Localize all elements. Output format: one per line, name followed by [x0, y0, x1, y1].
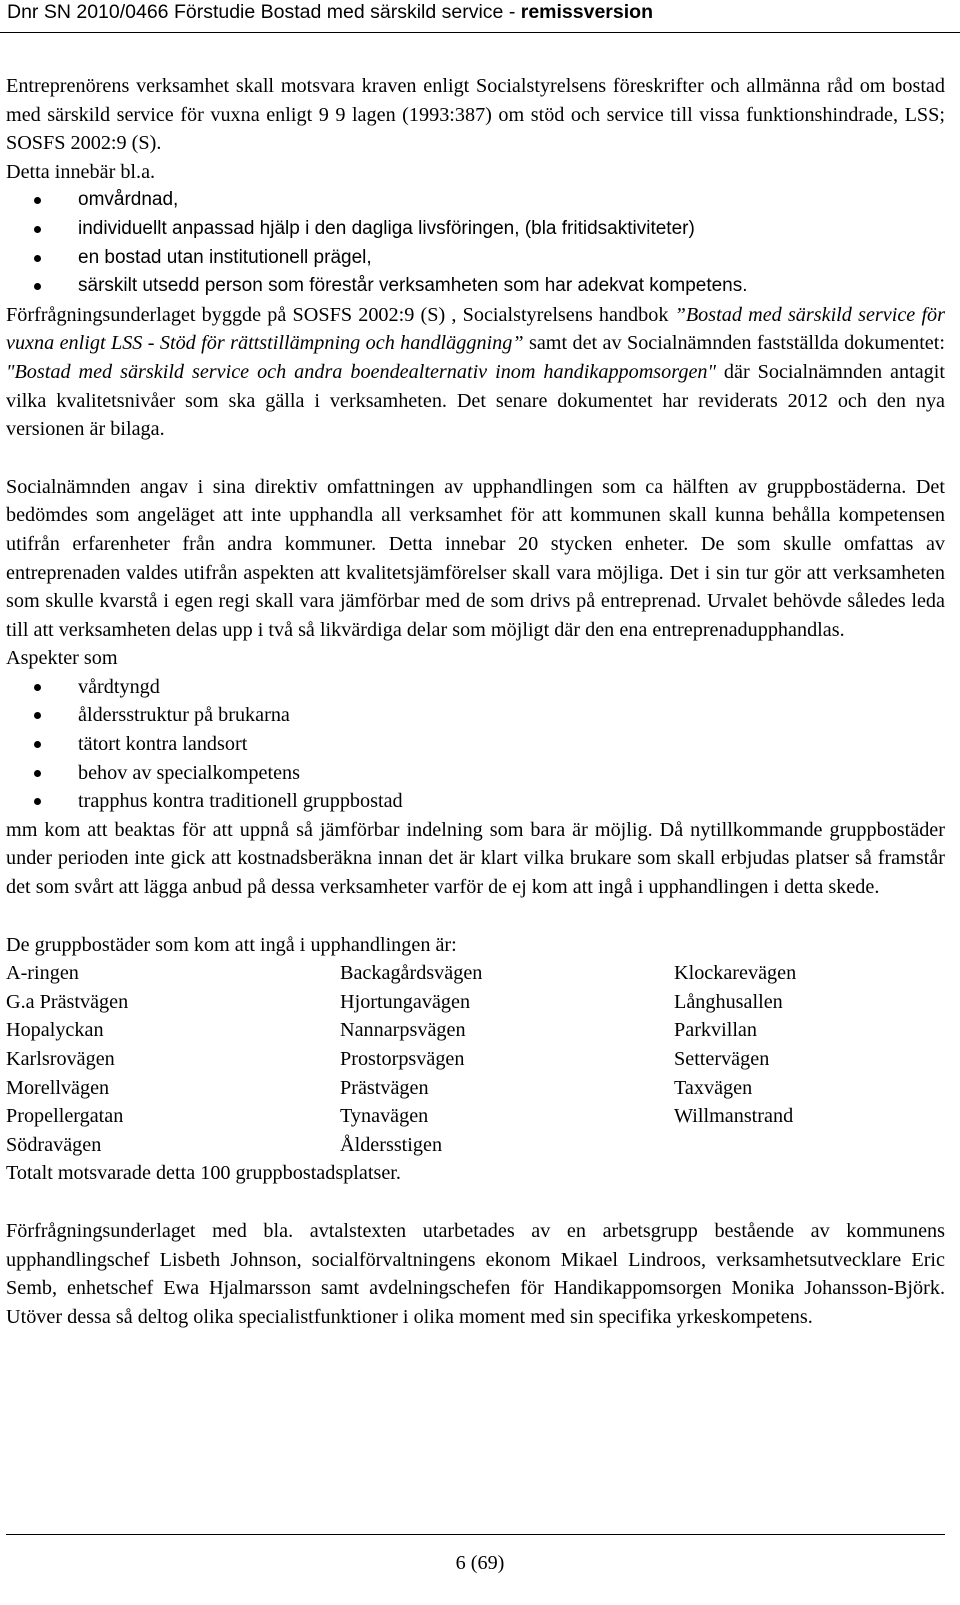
home-name: Morellvägen [6, 1076, 110, 1099]
home-name: Backagårdsvägen [340, 962, 483, 985]
aspects-list [6, 673, 945, 816]
home-name: Willmanstrand [674, 1105, 794, 1128]
bullet-icon [34, 798, 41, 805]
home-name: Settervägen [674, 1048, 770, 1070]
body-content [6, 72, 945, 1331]
list-item: vårdtyngd [6, 673, 945, 702]
home-name: Propellergatan [6, 1105, 124, 1128]
home-name: Taxvägen [674, 1076, 753, 1099]
header-title: Dnr SN 2010/0466 Förstudie Bostad med särskild service - [7, 1, 521, 23]
page-header [7, 0, 952, 24]
bullet-icon [34, 770, 41, 777]
header-title-bold: remissversion [520, 1, 653, 23]
homes-total: Totalt motsvarade detta 100 gruppbostadsplatser. [6, 1162, 401, 1185]
bullet-icon [34, 226, 41, 233]
home-name: Södravägen [6, 1133, 102, 1156]
footer-rule [6, 1534, 945, 1535]
page-number: 6 (69) [455, 1552, 505, 1574]
bullet-icon [34, 283, 41, 290]
home-name: Hopalyckan [6, 1019, 104, 1042]
home-name: Hjortungavägen [340, 990, 471, 1013]
home-name: Prästvägen [340, 1076, 429, 1099]
home-name: Prostorpsvägen [340, 1048, 465, 1070]
list-item: trapphus kontra traditionell gruppbostad [6, 787, 945, 816]
list-item: omvårdnad, [6, 186, 945, 215]
intro-paragraph: Entreprenörens verksamhet skall motsvara kraven enligt Socialstyrelsens föreskrifter och allmänna råd om bostad med särskild service för vuxna enligt 9 9 lagen (1993:387) om stöd och service till vissa funktionshindrade, LSS; SOSFS 2002:9 (S). [6, 75, 945, 155]
list-item: tätort kontra landsort [6, 730, 945, 759]
basis-paragraph: Förfrågningsunderlaget byggde på SOSFS 2002:9 (S) , Socialstyrelsens handbok ”Bostad med särskild service för vuxna enligt LSS - Stöd för rättstillämpning och handläggning” samt det av Socialnämnden fastställda dokumentet: "Bostad med särskild service och andra boendealternativ inom handikappomsorgen" där Socialnämnden antagit vilka kvalitetsnivåer som ska gälla i verksamheten. Det senare dokumentet har reviderats 2012 och den nya versionen är bilaga. [6, 303, 946, 441]
workgroup-paragraph: Förfrågningsunderlaget med bla. avtalstexten utarbetades av en arbetsgrupp bestående av kommunens upphandlingschef Lisbeth Johnson, socialförvaltningens ekonom Mikael Lindroos, verksamhetsutvecklare Eric Semb, enhetschef Ewa Hjalmarsson samt avdelningschefen för Handikappomsorgen Monika Johansson-Björk. Utöver dessa så deltog olika specialistfunktioner i olika moment med sin specifika yrkeskompetens. [6, 1219, 945, 1328]
list-item: individuellt anpassad hjälp i den dagliga livsföringen, (bla fritidsaktiviteter) [6, 215, 945, 244]
list-item: åldersstruktur på brukarna [6, 701, 945, 730]
list-item: behov av specialkompetens [6, 759, 945, 788]
paragraph-gap [6, 902, 945, 931]
bullet-icon [34, 255, 41, 262]
home-name: Parkvillan [674, 1019, 757, 1042]
list-item: särskilt utsedd person som förestår verksamheten som har adekvat kompetens. [6, 272, 945, 301]
home-name [674, 1131, 945, 1160]
aspects-followup: mm kom att beaktas för att uppnå så jämförbar indelning som bara är möjlig. Då nytillkommande gruppbostäder under perioden inte gick att kostnadsberäkna innan det är klart vilka brukare som skall erbjudas platser så framstår det som svårt att lägga anbud på dessa verksamheter varför de ej kom att ingå i upphandlingen i detta skede. [6, 818, 945, 899]
paragraph-gap [6, 1188, 945, 1217]
home-name: A-ringen [6, 962, 79, 985]
home-name: Tynavägen [340, 1105, 429, 1128]
header-rule [0, 32, 960, 33]
home-name: Långhusallen [674, 990, 783, 1013]
requirements-list [6, 186, 945, 300]
home-name: Åldersstigen [340, 1133, 443, 1156]
bullet-icon [34, 684, 41, 691]
list-item: en bostad utan institutionell prägel, [6, 244, 945, 273]
scope-paragraph: Socialnämnden angav i sina direktiv omfattningen av upphandlingen som ca hälften av gruppbostäderna. Det bedömdes som angeläget att inte upphandla all verksamhet för att kommunen skall kunna behålla kompetensen utifrån erfarenheter från andra kommuner. Detta innebar 20 stycken enheter. De som skulle omfattas av entreprenaden valdes utifrån aspekten att kvalitetsjämförelser skall vara möjliga. Det i sin tur gör att verksamheten som skulle kvarstå i egen regi skall vara jämförbar med de som drivs på entreprenad. Urvalet behövde således leda till att verksamheten delas upp i två så likvärdiga delar som möjligt där den ena entreprenadupphandlas. [6, 475, 945, 641]
home-name: Klockarevägen [674, 962, 797, 985]
bullet-icon [34, 741, 41, 748]
aspects-label: Aspekter som [6, 647, 118, 670]
bullet-icon [34, 712, 41, 719]
paragraph-gap [6, 444, 945, 473]
bullet-icon [34, 197, 41, 204]
homes-intro: De gruppbostäder som kom att ingå i upphandlingen är: [6, 933, 457, 956]
intro-lead: Detta innebär bl.a. [6, 160, 156, 183]
home-name: Nannarpsvägen [340, 1019, 466, 1042]
homes-table [6, 959, 945, 1159]
home-name: G.a Prästvägen [6, 990, 129, 1013]
home-name: Karlsrovägen [6, 1048, 115, 1070]
